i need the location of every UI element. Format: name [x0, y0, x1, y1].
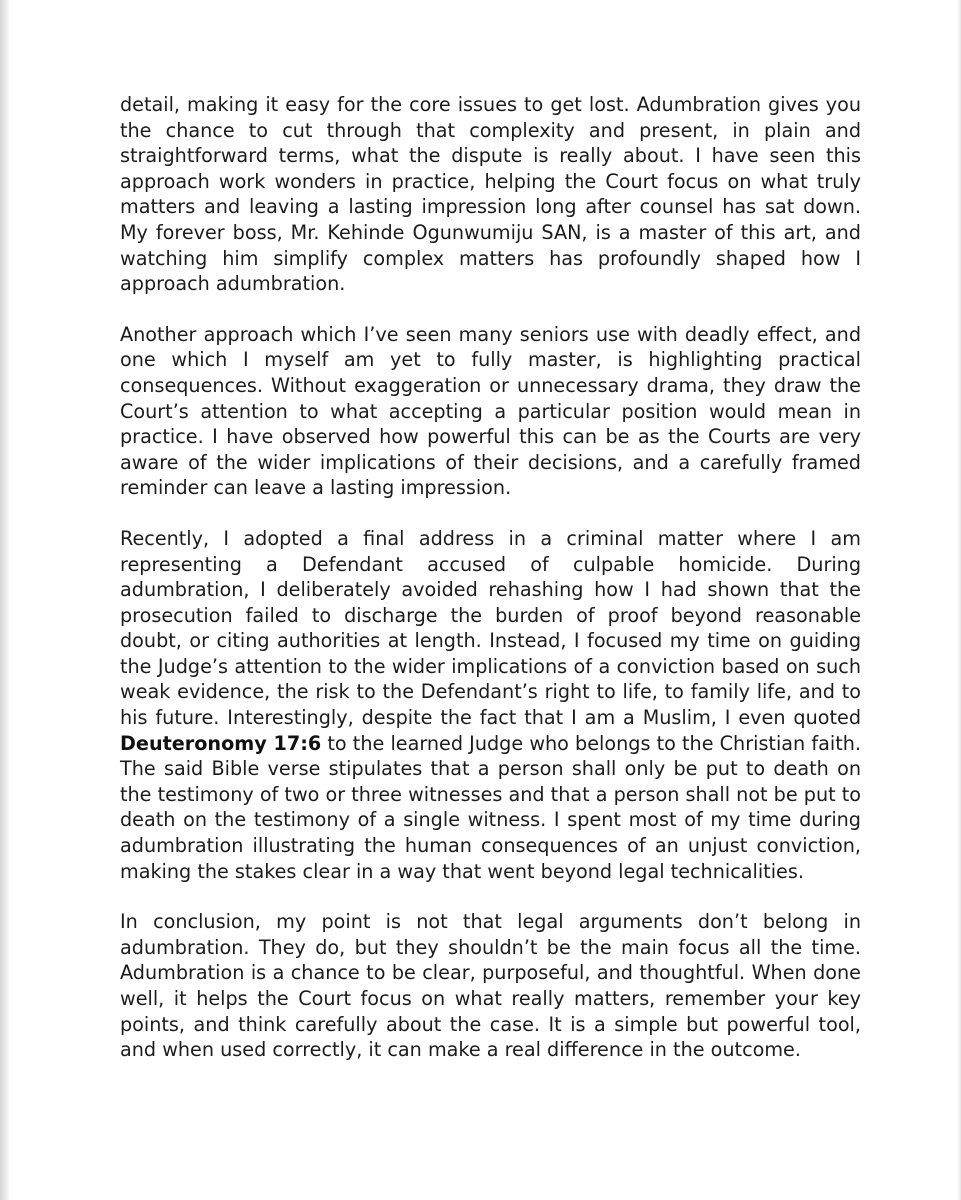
page-left-shadow [0, 0, 10, 1200]
document-page [120, 92, 861, 1063]
paragraph-text-before-reference: Recently, I adopted a final address in a criminal matter where I am representing a Defendant accused of culpable homicide. During adumbration, I deliberately avoided rehashing how I had shown that the prosecution failed to discharge the burden of proof beyond reasonable doubt, or citing authorities at length. Instead, I focused my time on guiding the Judge’s attention to the wider implications of a conviction based on such weak evidence, the risk to the Defendant’s right to life, to family life, and to his future. Interestingly, despite the fact that I am a Muslim, I even quoted [120, 526, 861, 730]
bible-reference: Deuteronomy 17:6 [120, 731, 322, 755]
paragraph-conclusion: In conclusion, my point is not that legal arguments don’t belong in adumbration. They do, but they shouldn’t be the main focus all the time. Adumbration is a chance to be clear, purposeful, and thoughtful. When done well, it helps the Court focus on what really matters, remember your key points, and think carefully about the case. It is a simple but powerful tool, and when used correctly, it can make a real difference in the outcome. [120, 910, 861, 1062]
paragraph-criminal-matter-example [120, 526, 861, 884]
paragraph-practical-consequences: Another approach which I’ve seen many seniors use with deadly effect, and one which I myself am yet to fully master, is highlighting practical consequences. Without exaggeration or unnecessary drama, they draw the Court’s attention to what accepting a particular position would mean in practice. I have observed how powerful this can be as the Courts are very aware of the wider implications of their decisions, and a carefully framed reminder can leave a lasting impression. [120, 322, 861, 500]
paragraph-text-after-reference: to the learned Judge who belongs to the Christian faith. The said Bible verse stipulates that a person shall only be put to death on the testimony of two or three witnesses and that a person shall not be put to death on the testimony of a single witness. I spent most of my time during adumbration illustrating the human consequences of an unjust conviction, making the stakes clear in a way that went beyond legal technicalities. [120, 731, 861, 883]
paragraph-adumbration-simplifying: detail, making it easy for the core issues to get lost. Adumbration gives you the chance to cut through that complexity and present, in plain and straightforward terms, what the dispute is really about. I have seen this approach work wonders in practice, helping the Court focus on what truly matters and leaving a lasting impression long after counsel has sat down. My forever boss, Mr. Kehinde Ogunwumiju SAN, is a master of this art, and watching him simplify complex matters has profoundly shaped how I approach adumbration. [120, 93, 861, 296]
page-right-shadow [957, 0, 961, 1200]
